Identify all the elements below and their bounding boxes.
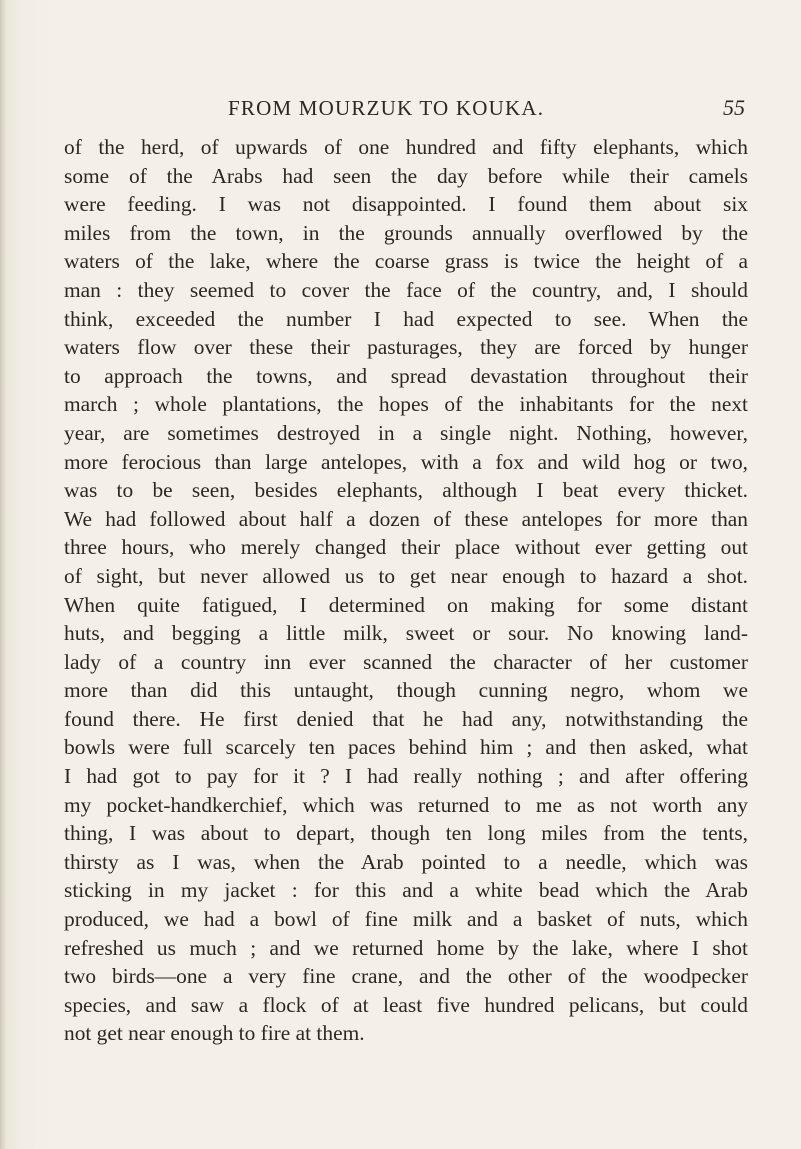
running-title: FROM MOURZUK TO KOUKA. [228, 96, 545, 120]
text-line: I had got to pay for it ? I had really nothing ; and after offering [64, 764, 748, 789]
text-line: my pocket-handkerchief, which was returned to me as not worth any [64, 792, 748, 817]
text-line: waters of the lake, where the coarse grass is twice the height of a [64, 249, 748, 274]
text-line: thing, I was about to depart, though ten long miles from the tents, [64, 821, 748, 846]
text-line: year, are sometimes destroyed in a single night. Nothing, however, [64, 420, 748, 445]
body-text [64, 133, 748, 1048]
text-line: waters flow over these their pasturages, they are forced by hunger [64, 335, 748, 360]
text-line: sticking in my jacket : for this and a white bead which the Arab [64, 878, 748, 903]
text-line: When quite fatigued, I determined on making for some distant [64, 592, 748, 617]
text-line: bowls were full scarcely ten paces behind him ; and then asked, what [64, 735, 748, 760]
text-line: lady of a country inn ever scanned the character of her customer [64, 649, 748, 674]
text-line: more ferocious than large antelopes, with a fox and wild hog or two, [64, 449, 748, 474]
text-line: man : they seemed to cover the face of the country, and, I should [64, 277, 748, 302]
text-line: to approach the towns, and spread devastation throughout their [64, 363, 748, 388]
text-line: thirsty as I was, when the Arab pointed to a needle, which was [64, 849, 748, 874]
text-line: We had followed about half a dozen of these antelopes for more than [64, 506, 748, 531]
text-line: three hours, who merely changed their place without ever getting out [64, 535, 748, 560]
text-line: refreshed us much ; and we returned home by the lake, where I shot [64, 935, 748, 960]
page-gutter-shadow [0, 0, 6, 1149]
text-line: was to be seen, besides elephants, although I beat every thicket. [64, 478, 748, 503]
text-line: some of the Arabs had seen the day before while their camels [64, 163, 748, 188]
page-number: 55 [723, 95, 745, 120]
text-line: found there. He first denied that he had any, notwithstanding the [64, 706, 748, 731]
text-line: were feeding. I was not disappointed. I found them about six [64, 192, 748, 217]
text-line: of sight, but never allowed us to get near enough to hazard a shot. [64, 563, 748, 588]
running-head [0, 96, 801, 126]
text-line: produced, we had a bowl of fine milk and a basket of nuts, which [64, 907, 748, 932]
text-line: not get near enough to fire at them. [64, 1021, 365, 1046]
text-line: more than did this untaught, though cunning negro, whom we [64, 678, 748, 703]
text-line: of the herd, of upwards of one hundred and fifty elephants, which [64, 135, 748, 159]
text-line: huts, and begging a little milk, sweet or sour. No knowing land- [64, 621, 748, 646]
text-line: species, and saw a flock of at least five hundred pelicans, but could [64, 992, 748, 1017]
text-line: march ; whole plantations, the hopes of the inhabitants for the next [64, 392, 748, 417]
text-line: think, exceeded the number I had expected to see. When the [64, 306, 748, 331]
text-line: two birds—one a very fine crane, and the other of the woodpecker [64, 964, 748, 989]
text-line: miles from the town, in the grounds annually overflowed by the [64, 220, 748, 245]
